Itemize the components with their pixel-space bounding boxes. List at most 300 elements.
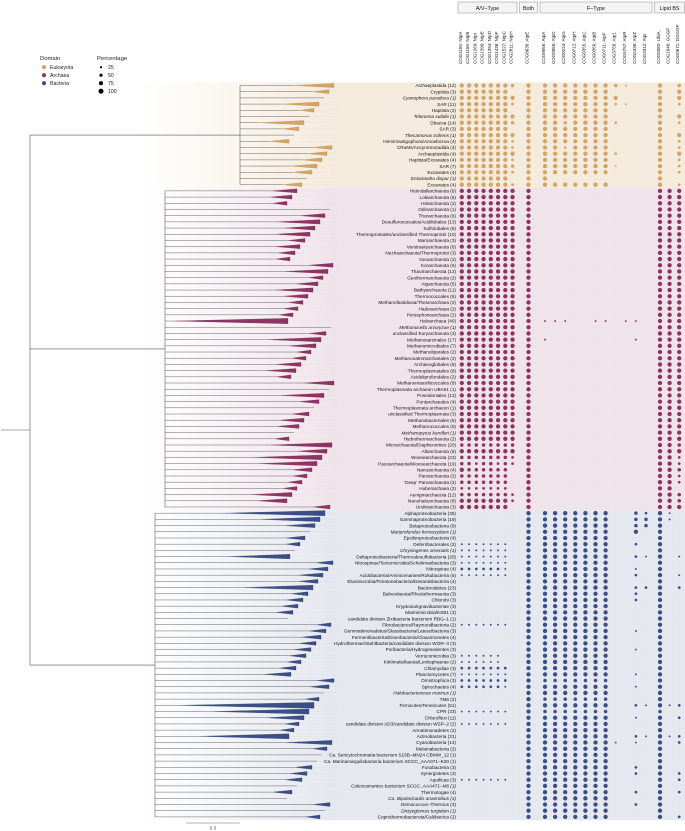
- dot: [553, 635, 557, 639]
- taxon-label: Woesearchaeota (23): [411, 455, 456, 461]
- dot: [563, 579, 567, 583]
- taxon-label: Marsarchaeota (3): [417, 238, 456, 244]
- dot: [489, 412, 493, 416]
- dot: [543, 778, 547, 782]
- dot: [526, 170, 530, 174]
- dot: [467, 176, 471, 180]
- dot: [543, 728, 547, 732]
- dot: [526, 201, 530, 205]
- dot: [526, 728, 530, 732]
- legend-percentage-label: 50: [108, 73, 114, 79]
- dot: [603, 170, 607, 174]
- dot: [658, 257, 662, 261]
- dot: [605, 320, 607, 322]
- dot: [496, 275, 500, 279]
- dot: [460, 158, 464, 162]
- dot: [467, 195, 471, 199]
- dot: [583, 753, 587, 757]
- dot: [474, 195, 478, 199]
- dot: [460, 368, 464, 372]
- dot: [553, 710, 557, 714]
- taxon-label: Cyanobacteria (14): [416, 740, 456, 746]
- dot: [503, 90, 507, 94]
- dot: [677, 84, 681, 88]
- dot: [481, 412, 485, 416]
- dot: [543, 530, 547, 534]
- dot: [483, 723, 485, 725]
- dot: [482, 443, 486, 447]
- taxon-label: Verstraetearchaeota (6): [406, 244, 456, 250]
- dot: [481, 139, 485, 143]
- dot: [481, 238, 485, 242]
- dot: [658, 573, 662, 577]
- dot: [677, 133, 681, 137]
- dot: [658, 505, 662, 509]
- taxon-label: Ca. Sericytochromatia bacterium S15B–MN24 CBMW_12 (1): [329, 752, 456, 758]
- dot: [543, 666, 547, 670]
- dot: [460, 319, 464, 323]
- dot: [603, 145, 607, 149]
- dot: [461, 556, 463, 558]
- dot: [481, 381, 485, 385]
- taxon-label: Methanomicrobiales (7): [407, 343, 456, 349]
- dot: [467, 325, 471, 329]
- dot: [667, 480, 671, 484]
- dot: [526, 486, 530, 490]
- dot: [583, 96, 587, 100]
- dot: [543, 759, 547, 763]
- dot: [482, 493, 486, 497]
- dot: [526, 226, 530, 230]
- dot: [496, 412, 500, 416]
- dot: [593, 139, 597, 143]
- taxon-label: Nezhaarchaeota/Thermoprotei (3): [385, 250, 456, 256]
- dot: [503, 189, 507, 193]
- dot: [474, 183, 478, 187]
- dot: [475, 655, 477, 657]
- dot: [563, 691, 567, 695]
- dot: [489, 474, 493, 478]
- dot: [543, 554, 547, 558]
- dot: [563, 759, 567, 763]
- dot: [635, 735, 638, 738]
- dot: [603, 759, 607, 763]
- dot: [603, 573, 607, 577]
- dot: [563, 158, 567, 162]
- dot: [481, 232, 485, 236]
- dot: [625, 320, 627, 322]
- column-header: COG0711: AtpF: [601, 32, 607, 64]
- dot: [526, 809, 530, 813]
- dot: [496, 424, 500, 428]
- taxon-label: Nanohaloarchaeota (8): [408, 498, 456, 504]
- dot: [677, 201, 681, 205]
- dot: [526, 759, 530, 763]
- dot: [503, 282, 507, 286]
- dot: [644, 518, 648, 522]
- dot: [504, 723, 506, 725]
- dot: [460, 133, 464, 137]
- dot: [489, 685, 492, 688]
- dot: [553, 623, 557, 627]
- dot: [510, 214, 514, 218]
- taxon-label: Chloroflexi (11): [424, 715, 456, 721]
- dot: [583, 152, 587, 156]
- dot: [635, 543, 638, 546]
- dot: [658, 461, 662, 465]
- dot: [489, 493, 493, 497]
- dot: [460, 245, 464, 249]
- dot: [526, 685, 530, 689]
- dot: [489, 263, 493, 267]
- dot: [490, 549, 492, 551]
- dot: [563, 784, 567, 788]
- dot: [503, 288, 507, 292]
- dot: [461, 655, 463, 657]
- dot: [543, 176, 547, 180]
- dot: [614, 84, 618, 88]
- dot: [510, 399, 514, 403]
- dot: [481, 245, 485, 249]
- dot: [497, 779, 499, 781]
- dot: [460, 480, 464, 484]
- dot: [504, 487, 507, 490]
- dot: [583, 610, 587, 614]
- dot: [553, 753, 557, 757]
- legend-domain-swatch-archaea: [42, 73, 46, 77]
- dot: [603, 152, 607, 156]
- dot: [510, 306, 514, 310]
- dot: [489, 195, 493, 199]
- dot: [543, 796, 547, 800]
- dot: [481, 356, 485, 360]
- dot: [474, 393, 478, 397]
- dot: [593, 585, 597, 589]
- dot: [474, 238, 478, 242]
- dot: [573, 511, 577, 515]
- dot: [543, 635, 547, 639]
- dot: [543, 660, 547, 664]
- dot: [658, 393, 662, 397]
- dot: [474, 139, 478, 143]
- dot: [543, 96, 547, 100]
- dot: [603, 183, 607, 187]
- dot: [603, 158, 607, 162]
- dot: [593, 635, 597, 639]
- dot: [553, 164, 557, 168]
- dot: [553, 672, 557, 676]
- dot: [474, 245, 478, 249]
- dot: [481, 275, 485, 279]
- dot: [504, 574, 506, 576]
- dot: [677, 245, 681, 249]
- dot: [603, 511, 607, 515]
- dot: [467, 201, 471, 205]
- dot: [635, 568, 637, 570]
- dot: [503, 114, 507, 118]
- dot: [615, 165, 617, 167]
- dot: [573, 802, 577, 806]
- dot: [553, 139, 557, 143]
- dot: [467, 430, 471, 434]
- dot: [496, 456, 500, 460]
- dot: [467, 164, 471, 168]
- taxon-label: Fibrobacteres/Raymondbacteria (2): [382, 622, 456, 628]
- dot: [467, 257, 471, 261]
- dot: [603, 635, 607, 639]
- dot: [543, 548, 547, 552]
- dot: [593, 102, 597, 106]
- dot: [489, 275, 493, 279]
- dot: [658, 232, 662, 236]
- dot: [677, 195, 681, 199]
- dot: [543, 784, 547, 788]
- dot: [474, 114, 478, 118]
- dot: [553, 616, 557, 620]
- dot: [526, 747, 530, 751]
- dot: [603, 90, 607, 94]
- dot: [573, 747, 577, 751]
- dot: [667, 356, 671, 360]
- dot: [553, 183, 557, 187]
- dot: [603, 641, 607, 645]
- dot: [593, 616, 597, 620]
- dot: [526, 393, 530, 397]
- dot: [593, 542, 597, 546]
- dot: [553, 610, 557, 614]
- dot: [496, 152, 500, 156]
- dot: [543, 511, 547, 515]
- dot: [563, 517, 567, 521]
- dot: [489, 220, 493, 224]
- dot: [460, 238, 464, 242]
- dot: [467, 505, 471, 509]
- dot: [553, 90, 557, 94]
- dot: [658, 468, 662, 472]
- dot: [573, 152, 577, 156]
- dot: [563, 561, 567, 565]
- dot: [573, 121, 577, 125]
- dot: [481, 424, 485, 428]
- dot: [635, 320, 637, 322]
- dot: [511, 121, 515, 125]
- dot: [573, 102, 577, 106]
- dot: [526, 623, 530, 627]
- dot: [583, 108, 587, 112]
- dot: [496, 139, 500, 143]
- dot: [658, 176, 662, 180]
- dot: [583, 685, 587, 689]
- dot: [543, 740, 547, 744]
- dot: [460, 121, 464, 125]
- dot: [489, 282, 493, 286]
- dot: [475, 480, 479, 484]
- dot: [503, 121, 507, 125]
- dot: [489, 368, 493, 372]
- dot: [603, 604, 607, 608]
- dot: [489, 462, 493, 466]
- dot: [658, 579, 662, 583]
- dot: [460, 679, 463, 682]
- dot: [658, 685, 662, 689]
- dot: [503, 195, 507, 199]
- dot: [526, 344, 530, 348]
- dot: [526, 672, 530, 676]
- taxon-label: Geothermarchaeota (2): [407, 275, 456, 281]
- dot: [667, 418, 671, 422]
- dot: [593, 691, 597, 695]
- dot: [583, 598, 587, 602]
- dot: [563, 127, 567, 131]
- dot: [635, 630, 637, 632]
- group-label-both: Both: [522, 6, 535, 12]
- taxon-label: Verrucomicrobia (3): [415, 653, 456, 659]
- dot: [677, 350, 681, 354]
- dot: [563, 647, 567, 651]
- dot: [678, 103, 681, 106]
- dot: [563, 183, 567, 187]
- dot: [510, 350, 514, 354]
- dot: [481, 207, 485, 211]
- dot: [667, 306, 671, 310]
- taxon-label: Chlamydiae (3): [424, 665, 456, 671]
- dot: [526, 815, 530, 819]
- dot: [583, 579, 587, 583]
- dot: [543, 809, 547, 813]
- dot: [677, 424, 681, 428]
- dot: [573, 96, 577, 100]
- taxon-label: Methanocella arvoryzae (1): [399, 324, 456, 330]
- dot: [496, 201, 500, 205]
- dot: [573, 672, 577, 676]
- dot: [468, 568, 471, 571]
- dot: [504, 679, 507, 682]
- dot: [603, 114, 607, 118]
- dot: [496, 127, 500, 131]
- dot: [658, 703, 662, 707]
- dot: [460, 226, 464, 230]
- dot: [526, 183, 530, 187]
- dot: [474, 288, 478, 292]
- dot: [573, 716, 577, 720]
- dot: [468, 655, 470, 657]
- dot: [489, 176, 493, 180]
- dot: [483, 655, 485, 657]
- taxon-label: Hydrothermarchaeota (2): [403, 436, 456, 442]
- dot: [573, 90, 577, 94]
- dot: [489, 362, 493, 366]
- dot: [583, 790, 587, 794]
- dot: [658, 381, 662, 385]
- dot: [593, 121, 597, 125]
- dot: [496, 232, 500, 236]
- dot: [553, 790, 557, 794]
- dot: [593, 517, 597, 521]
- dot: [553, 771, 557, 775]
- dot: [467, 127, 471, 131]
- dot: [489, 306, 493, 310]
- dot: [667, 381, 671, 385]
- dot: [658, 430, 662, 434]
- taxon-label: candidate division Zixibacteria bacterium RBG–1 (1): [347, 616, 456, 622]
- dot: [677, 275, 681, 279]
- dot: [573, 114, 577, 118]
- dot: [563, 629, 567, 633]
- dot: [573, 685, 577, 689]
- dot: [496, 306, 500, 310]
- dot: [467, 350, 471, 354]
- dot: [460, 487, 463, 490]
- dot: [553, 629, 557, 633]
- taxon-label: Archaeplastida (4): [417, 151, 456, 157]
- dot: [526, 127, 530, 131]
- dot: [658, 331, 662, 335]
- legend: [40, 56, 128, 95]
- dot: [468, 624, 470, 626]
- dot: [481, 313, 485, 317]
- dot: [583, 703, 587, 707]
- dot: [543, 523, 547, 527]
- taxon-label: Thaumarchaeota (13): [410, 269, 456, 275]
- dot: [526, 90, 530, 94]
- dot: [503, 424, 507, 428]
- dot: [467, 462, 471, 466]
- dot: [496, 300, 500, 304]
- dot: [526, 678, 530, 682]
- dot: [526, 412, 530, 416]
- dot: [603, 809, 607, 813]
- dot: [526, 164, 530, 168]
- taxon-label: Thecamonas trahens (1): [404, 132, 456, 138]
- dot: [563, 685, 567, 689]
- dot: [593, 747, 597, 751]
- dot: [460, 90, 464, 94]
- dot: [511, 140, 514, 143]
- dot: [677, 313, 681, 317]
- dot: [526, 561, 530, 565]
- dot: [460, 375, 464, 379]
- dot: [593, 771, 597, 775]
- dot: [467, 393, 471, 397]
- dot: [496, 220, 500, 224]
- dot: [496, 238, 500, 242]
- dot: [489, 102, 493, 106]
- taxon-label: Obazoa (14): [429, 120, 456, 126]
- dot: [635, 704, 638, 707]
- dot: [677, 96, 681, 100]
- dot: [497, 568, 500, 571]
- dot: [553, 158, 557, 162]
- taxon-label: Halobacteriovorax marinus (1): [393, 690, 456, 696]
- dot: [583, 183, 587, 187]
- dot: [593, 598, 597, 602]
- dot: [583, 102, 587, 106]
- taxon-label: Haptista (2): [431, 107, 456, 113]
- dot: [658, 536, 662, 540]
- dot: [496, 133, 500, 137]
- dot: [496, 158, 500, 162]
- dot: [667, 313, 671, 317]
- dot: [489, 406, 493, 410]
- dot: [677, 418, 681, 422]
- dot: [563, 542, 567, 546]
- dot: [658, 759, 662, 763]
- dot: [503, 499, 507, 503]
- dot: [460, 313, 464, 317]
- dot: [526, 647, 530, 651]
- dot: [474, 133, 478, 137]
- dot: [511, 164, 515, 168]
